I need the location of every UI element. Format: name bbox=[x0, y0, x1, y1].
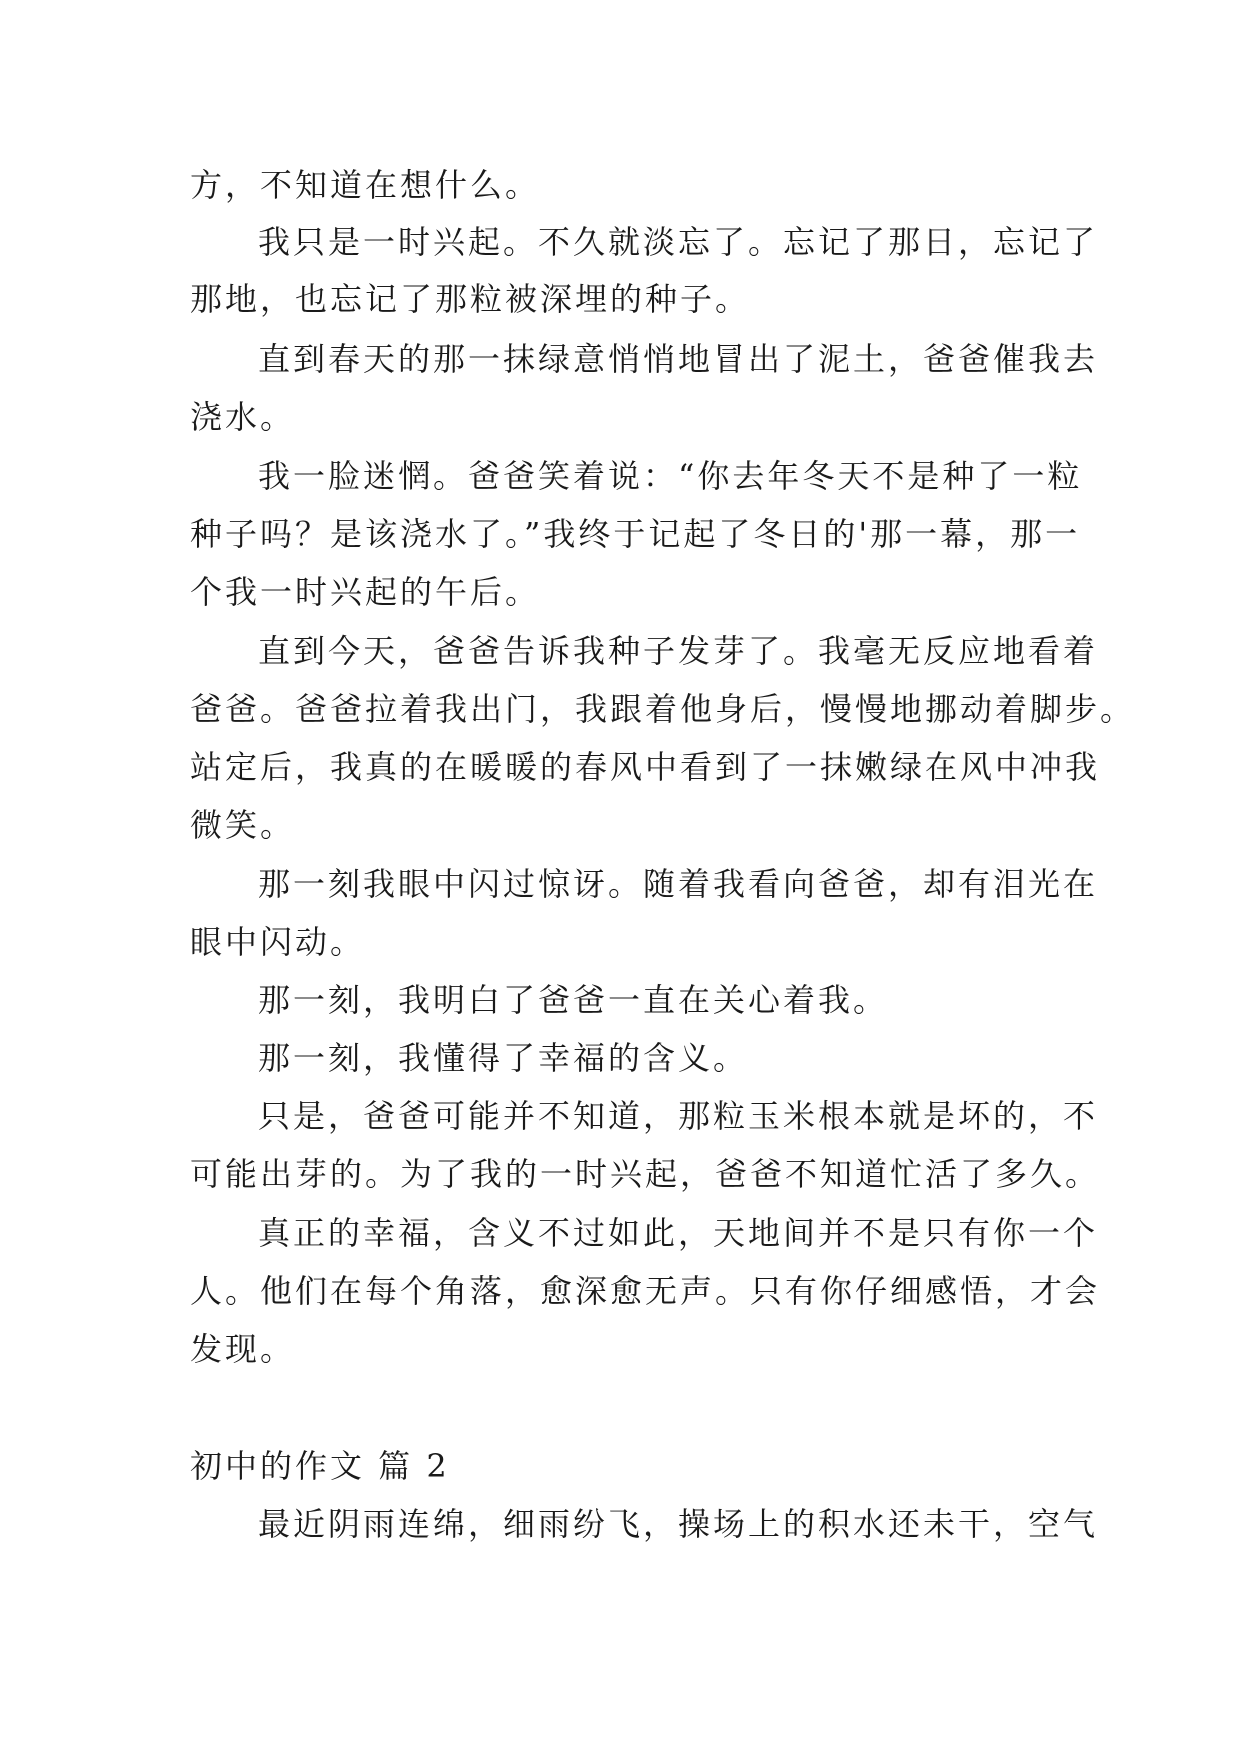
text-line: 直到今天，爸爸告诉我种子发芽了。我毫无反应地看着 bbox=[258, 632, 1099, 670]
text-line: 那地，也忘记了那粒被深埋的种子。 bbox=[190, 280, 751, 318]
text-line: 真正的幸福，含义不过如此，天地间并不是只有你一个 bbox=[258, 1214, 1099, 1252]
section-heading: 初中的作文 篇 2 bbox=[190, 1447, 450, 1485]
text-line: 眼中闪动。 bbox=[190, 923, 366, 961]
text-line: 直到春天的那一抹绿意悄悄地冒出了泥土，爸爸催我去 bbox=[258, 340, 1099, 378]
text-line: 那一刻我眼中闪过惊讶。随着我看向爸爸，却有泪光在 bbox=[258, 865, 1099, 903]
text-line: 种子吗？是该浇水了。”我终于记起了冬日的'那一幕，那一 bbox=[190, 515, 1081, 553]
text-line: 方，不知道在想什么。 bbox=[190, 166, 541, 204]
text-line: 微笑。 bbox=[190, 806, 296, 844]
text-line: 人。他们在每个角落，愈深愈无声。只有你仔细感悟，才会 bbox=[190, 1272, 1101, 1310]
text-line: 浇水。 bbox=[190, 398, 296, 436]
text-line: 我一脸迷惘。爸爸笑着说：“你去年冬天不是种了一粒 bbox=[258, 457, 1083, 495]
text-line: 那一刻，我明白了爸爸一直在关心着我。 bbox=[258, 981, 889, 1019]
text-line: 个我一时兴起的午后。 bbox=[190, 573, 541, 611]
text-line: 最近阴雨连绵，细雨纷飞，操场上的积水还未干，空气 bbox=[258, 1505, 1099, 1543]
text-line: 可能出芽的。为了我的一时兴起，爸爸不知道忙活了多久。 bbox=[190, 1155, 1101, 1193]
text-line: 只是，爸爸可能并不知道，那粒玉米根本就是坏的，不 bbox=[258, 1097, 1099, 1135]
text-line: 爸爸。爸爸拉着我出门，我跟着他身后，慢慢地挪动着脚步。 bbox=[190, 690, 1136, 728]
text-line: 站定后，我真的在暖暖的春风中看到了一抹嫩绿在风中冲我 bbox=[190, 748, 1101, 786]
text-line: 那一刻，我懂得了幸福的含义。 bbox=[258, 1039, 749, 1077]
text-line: 我只是一时兴起。不久就淡忘了。忘记了那日，忘记了 bbox=[258, 223, 1099, 261]
text-line: 发现。 bbox=[190, 1330, 296, 1368]
